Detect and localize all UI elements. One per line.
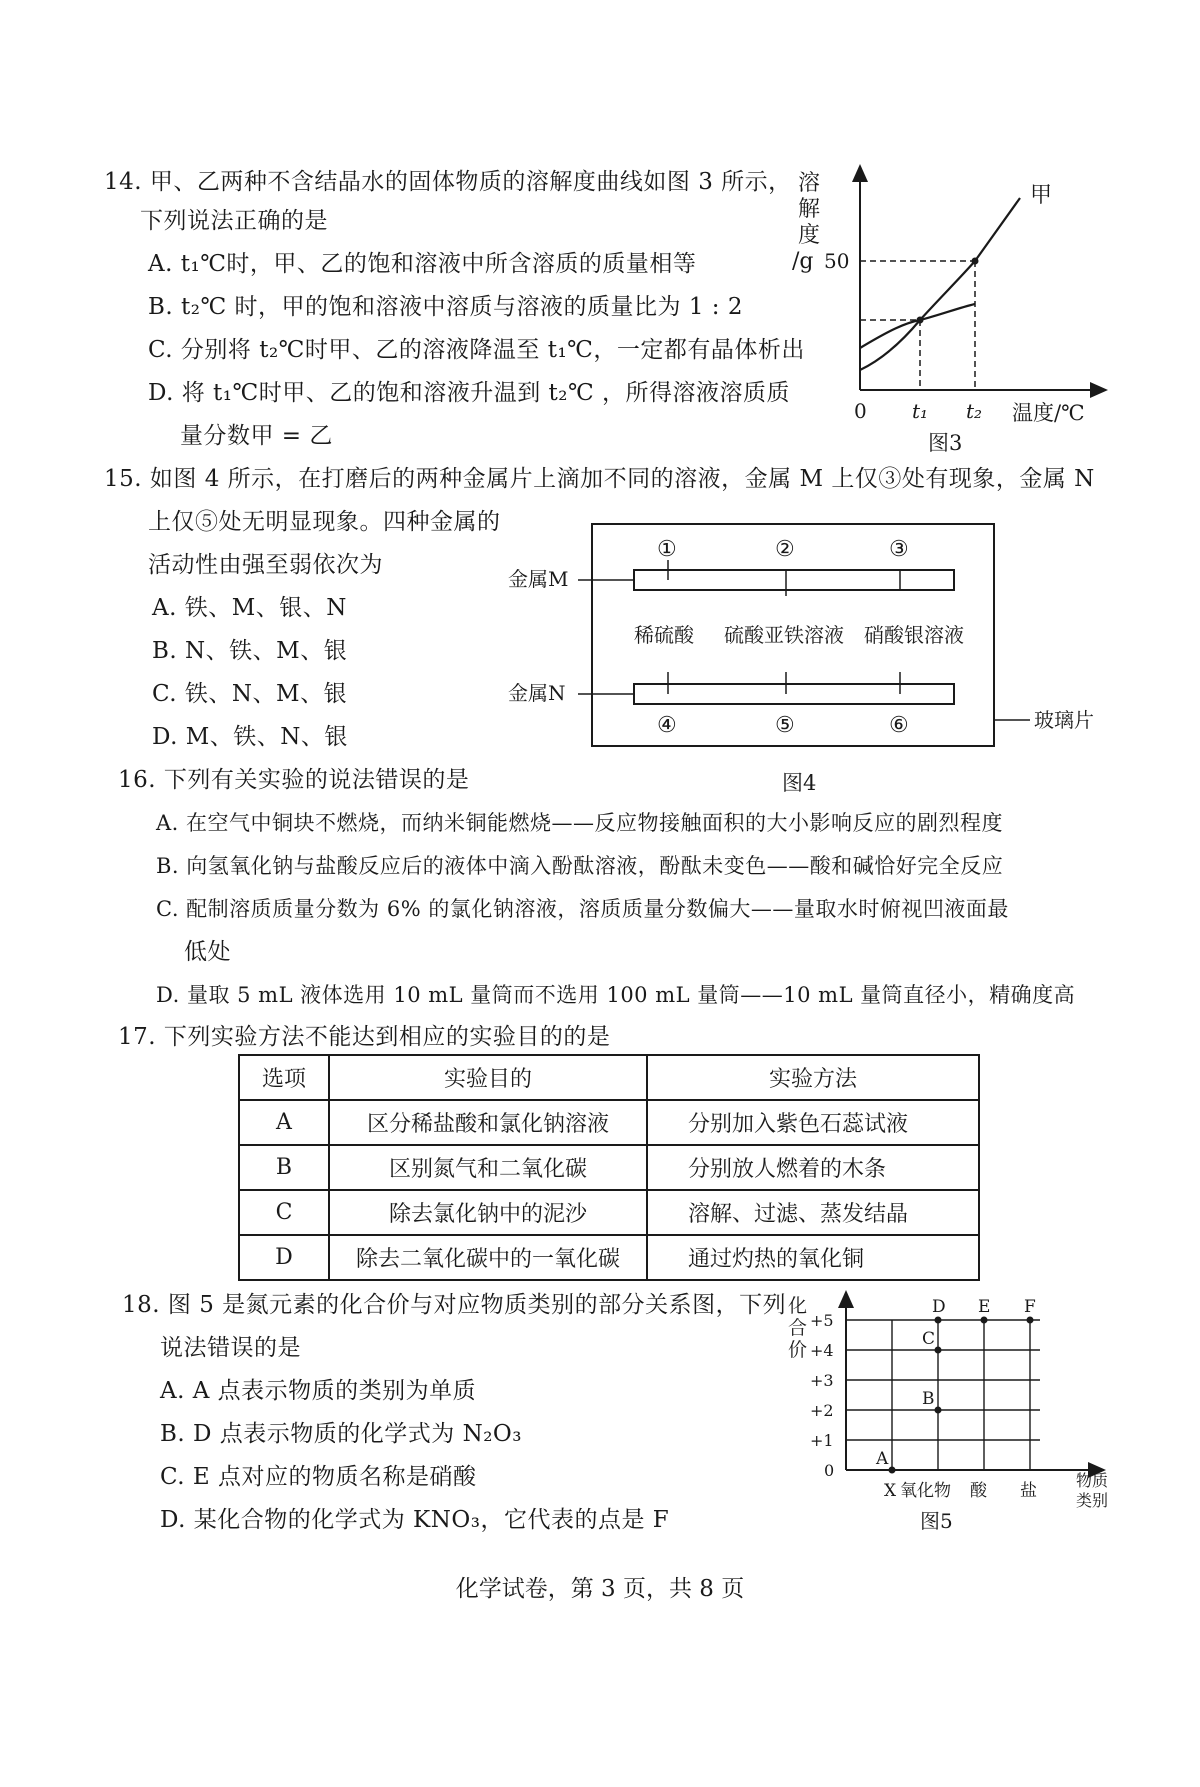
q17-table: [238, 1054, 980, 1281]
table-row: [239, 1145, 979, 1190]
figure5-point-a: [889, 1467, 896, 1474]
figure4-strip-n: [634, 684, 954, 704]
table-cell: 区分稀盐酸和氯化钠溶液: [329, 1100, 647, 1145]
figure3-ylabel-4: /g: [792, 249, 814, 274]
q16-stem: 16. 下列有关实验的说法错误的是: [118, 767, 470, 793]
figure4-solution-2: 硫酸亚铁溶液: [724, 623, 844, 647]
figure3-caption: 图3: [928, 431, 963, 455]
q14-option-a: A. t₁℃时，甲、乙的饱和溶液中所含溶质的质量相等: [148, 251, 697, 277]
table-cell: 除去氯化钠中的泥沙: [329, 1190, 647, 1235]
table-row: [239, 1235, 979, 1280]
q16-option-c-cont: 低处: [184, 939, 231, 965]
q18-option-a: A. A 点表示物质的类别为单质: [160, 1378, 477, 1404]
q18-stem-line1: 18. 图 5 是氮元素的化合价与对应物质类别的部分关系图，下列: [122, 1292, 787, 1318]
figure4-label-metal-n: 金属N: [508, 681, 566, 705]
q14-stem-line1: 14. 甲、乙两种不含结晶水的固体物质的溶解度曲线如图 3 所示，: [104, 169, 792, 195]
q14-option-c: C. 分别将 t₂℃时甲、乙的溶液降温至 t₁℃，一定都有晶体析出: [148, 337, 805, 363]
figure3-xtick-t1: t₁: [912, 399, 929, 423]
figure5-xtick: 酸: [970, 1481, 987, 1501]
q15-stem-line2: 上仅⑤处无明显现象。四种金属的: [148, 509, 501, 535]
figure4-caption: 图4: [782, 771, 817, 795]
table-cell: 溶解、过滤、蒸发结晶: [647, 1190, 979, 1235]
table-cell: D: [239, 1235, 329, 1280]
figure4-strip-m: [634, 570, 954, 590]
q15-stem-line3: 活动性由强至弱依次为: [148, 552, 383, 578]
figure4-label-glass: 玻璃片: [1034, 708, 1094, 732]
figure5-ytick: +2: [810, 1401, 834, 1420]
figure5-ylabel-1: 化: [788, 1295, 808, 1317]
figure5-ytick: +3: [810, 1371, 834, 1390]
figure4-mark-1: ①: [657, 537, 677, 562]
table-header: 实验目的: [329, 1055, 647, 1100]
q15-option-d: D. M、铁、N、银: [152, 724, 348, 750]
table-row: [239, 1190, 979, 1235]
figure3-label-jia: 甲: [1030, 183, 1053, 208]
figure3-intersection-point: [917, 317, 924, 324]
figure5-xtick: X: [884, 1481, 897, 1501]
figure5-grid: [846, 1320, 1040, 1470]
figure5-xlabel-1: 物质: [1076, 1471, 1109, 1490]
figure3-curve-yi: [860, 304, 975, 348]
figure5-label-e: E: [978, 1297, 991, 1317]
figure5-xlabel-2: 类别: [1076, 1491, 1109, 1510]
figure5-xtick: 盐: [1020, 1481, 1037, 1501]
q14-option-d: D. 将 t₁℃时甲、乙的饱和溶液升温到 t₂℃ ，所得溶液溶质质: [148, 380, 791, 406]
q15-option-c: C. 铁、N、M、银: [152, 681, 348, 707]
figure5-ylabel-2: 合: [788, 1317, 808, 1339]
table-cell: 通过灼热的氧化铜: [647, 1235, 979, 1280]
table-cell: 分别放人燃着的木条: [647, 1145, 979, 1190]
figure3-origin: 0: [854, 399, 867, 423]
figure5-point-d: [935, 1317, 942, 1324]
figure5-point-c: [935, 1347, 942, 1354]
figure3-ylabel-1: 溶: [798, 171, 821, 196]
figure5-valence-chart: [780, 1290, 1120, 1560]
figure5-label-f: F: [1024, 1297, 1036, 1317]
q16-option-a: A. 在空气中铜块不燃烧，而纳米铜能燃烧——反应物接触面积的大小影响反应的剧烈程度: [156, 811, 1004, 835]
figure5-point-e: [981, 1317, 988, 1324]
figure3-xtick-t2: t₂: [966, 399, 983, 423]
q15-option-a: A. 铁、M、银、N: [152, 595, 347, 621]
figure3-jia-t2-point: [972, 258, 979, 265]
table-header-row: [239, 1055, 979, 1100]
figure4-metal-plates: [500, 520, 1140, 800]
figure5-xtick: 氧化物: [900, 1481, 951, 1501]
figure4-solution-1: 稀硫酸: [634, 623, 694, 647]
q14-stem-line2: 下列说法正确的是: [140, 208, 328, 234]
q18-option-d: D. 某化合物的化学式为 KNO₃，它代表的点是 F: [160, 1507, 670, 1533]
figure4-mark-3: ③: [889, 537, 909, 562]
q16-option-b: B. 向氢氧化钠与盐酸反应后的液体中滴入酚酞溶液，酚酞未变色——酸和碱恰好完全反应: [156, 854, 1004, 878]
figure4-mark-5: ⑤: [775, 713, 795, 738]
q14-option-d-cont: 量分数甲 = 乙: [180, 423, 333, 449]
figure5-ytick: +1: [810, 1431, 834, 1450]
figure5-point-b: [935, 1407, 942, 1414]
figure5-label-a: A: [876, 1449, 889, 1469]
q18-stem-line2: 说法错误的是: [160, 1335, 301, 1361]
figure4-mark-2: ②: [775, 537, 795, 562]
table-cell: 分别加入紫色石蕊试液: [647, 1100, 979, 1145]
table-cell: C: [239, 1190, 329, 1235]
figure3-ylabel-3: 度: [798, 223, 821, 248]
q16-option-c: C. 配制溶质质量分数为 6% 的氯化钠溶液，溶质质量分数偏大——量取水时俯视凹液面最: [156, 897, 1009, 921]
q18-option-c: C. E 点对应的物质名称是硝酸: [160, 1464, 477, 1490]
q18-option-b: B. D 点表示物质的化学式为 N₂O₃: [160, 1421, 523, 1447]
figure4-solution-3: 硝酸银溶液: [864, 623, 964, 647]
figure4-mark-6: ⑥: [889, 713, 909, 738]
table-header: 选项: [239, 1055, 329, 1100]
figure5-label-c: C: [922, 1329, 936, 1349]
figure3-solubility-chart: [780, 160, 1110, 460]
page-footer: 化学试卷，第 3 页，共 8 页: [455, 1576, 745, 1602]
figure5-caption: 图5: [920, 1509, 953, 1533]
table-row: [239, 1100, 979, 1145]
figure3-ylabel-2: 解: [798, 197, 821, 222]
q17-stem: 17. 下列实验方法不能达到相应的实验目的的是: [118, 1024, 611, 1050]
table-cell: 除去二氧化碳中的一氧化碳: [329, 1235, 647, 1280]
figure5-ylabel-3: 价: [788, 1339, 808, 1361]
figure3-xlabel: 温度/℃: [1012, 401, 1085, 425]
q15-option-b: B. N、铁、M、银: [152, 638, 348, 664]
figure5-ytick: 0: [824, 1461, 835, 1480]
figure5-label-b: B: [922, 1389, 935, 1409]
table-cell: A: [239, 1100, 329, 1145]
figure4-mark-4: ④: [657, 713, 677, 738]
figure3-curve-jia: [860, 198, 1020, 370]
table-header: 实验方法: [647, 1055, 979, 1100]
table-cell: 区别氮气和二氧化碳: [329, 1145, 647, 1190]
figure5-ytick: +4: [810, 1341, 834, 1360]
figure5-ytick: +5: [810, 1311, 834, 1330]
figure3-ytick-50: 50: [824, 249, 850, 273]
q15-stem-line1: 15. 如图 4 所示，在打磨后的两种金属片上滴加不同的溶液，金属 M 上仅③处有现象，金属 N: [104, 466, 1095, 492]
figure5-point-f: [1027, 1317, 1034, 1324]
figure4-label-metal-m: 金属M: [508, 567, 569, 591]
q14-option-b: B. t₂℃ 时，甲的饱和溶液中溶质与溶液的质量比为 1 : 2: [148, 294, 743, 320]
q16-option-d: D. 量取 5 mL 液体选用 10 mL 量筒而不选用 100 mL 量筒——10 mL 量筒直径小，精确度高: [156, 983, 1076, 1007]
figure5-label-d: D: [932, 1297, 946, 1317]
table-cell: B: [239, 1145, 329, 1190]
